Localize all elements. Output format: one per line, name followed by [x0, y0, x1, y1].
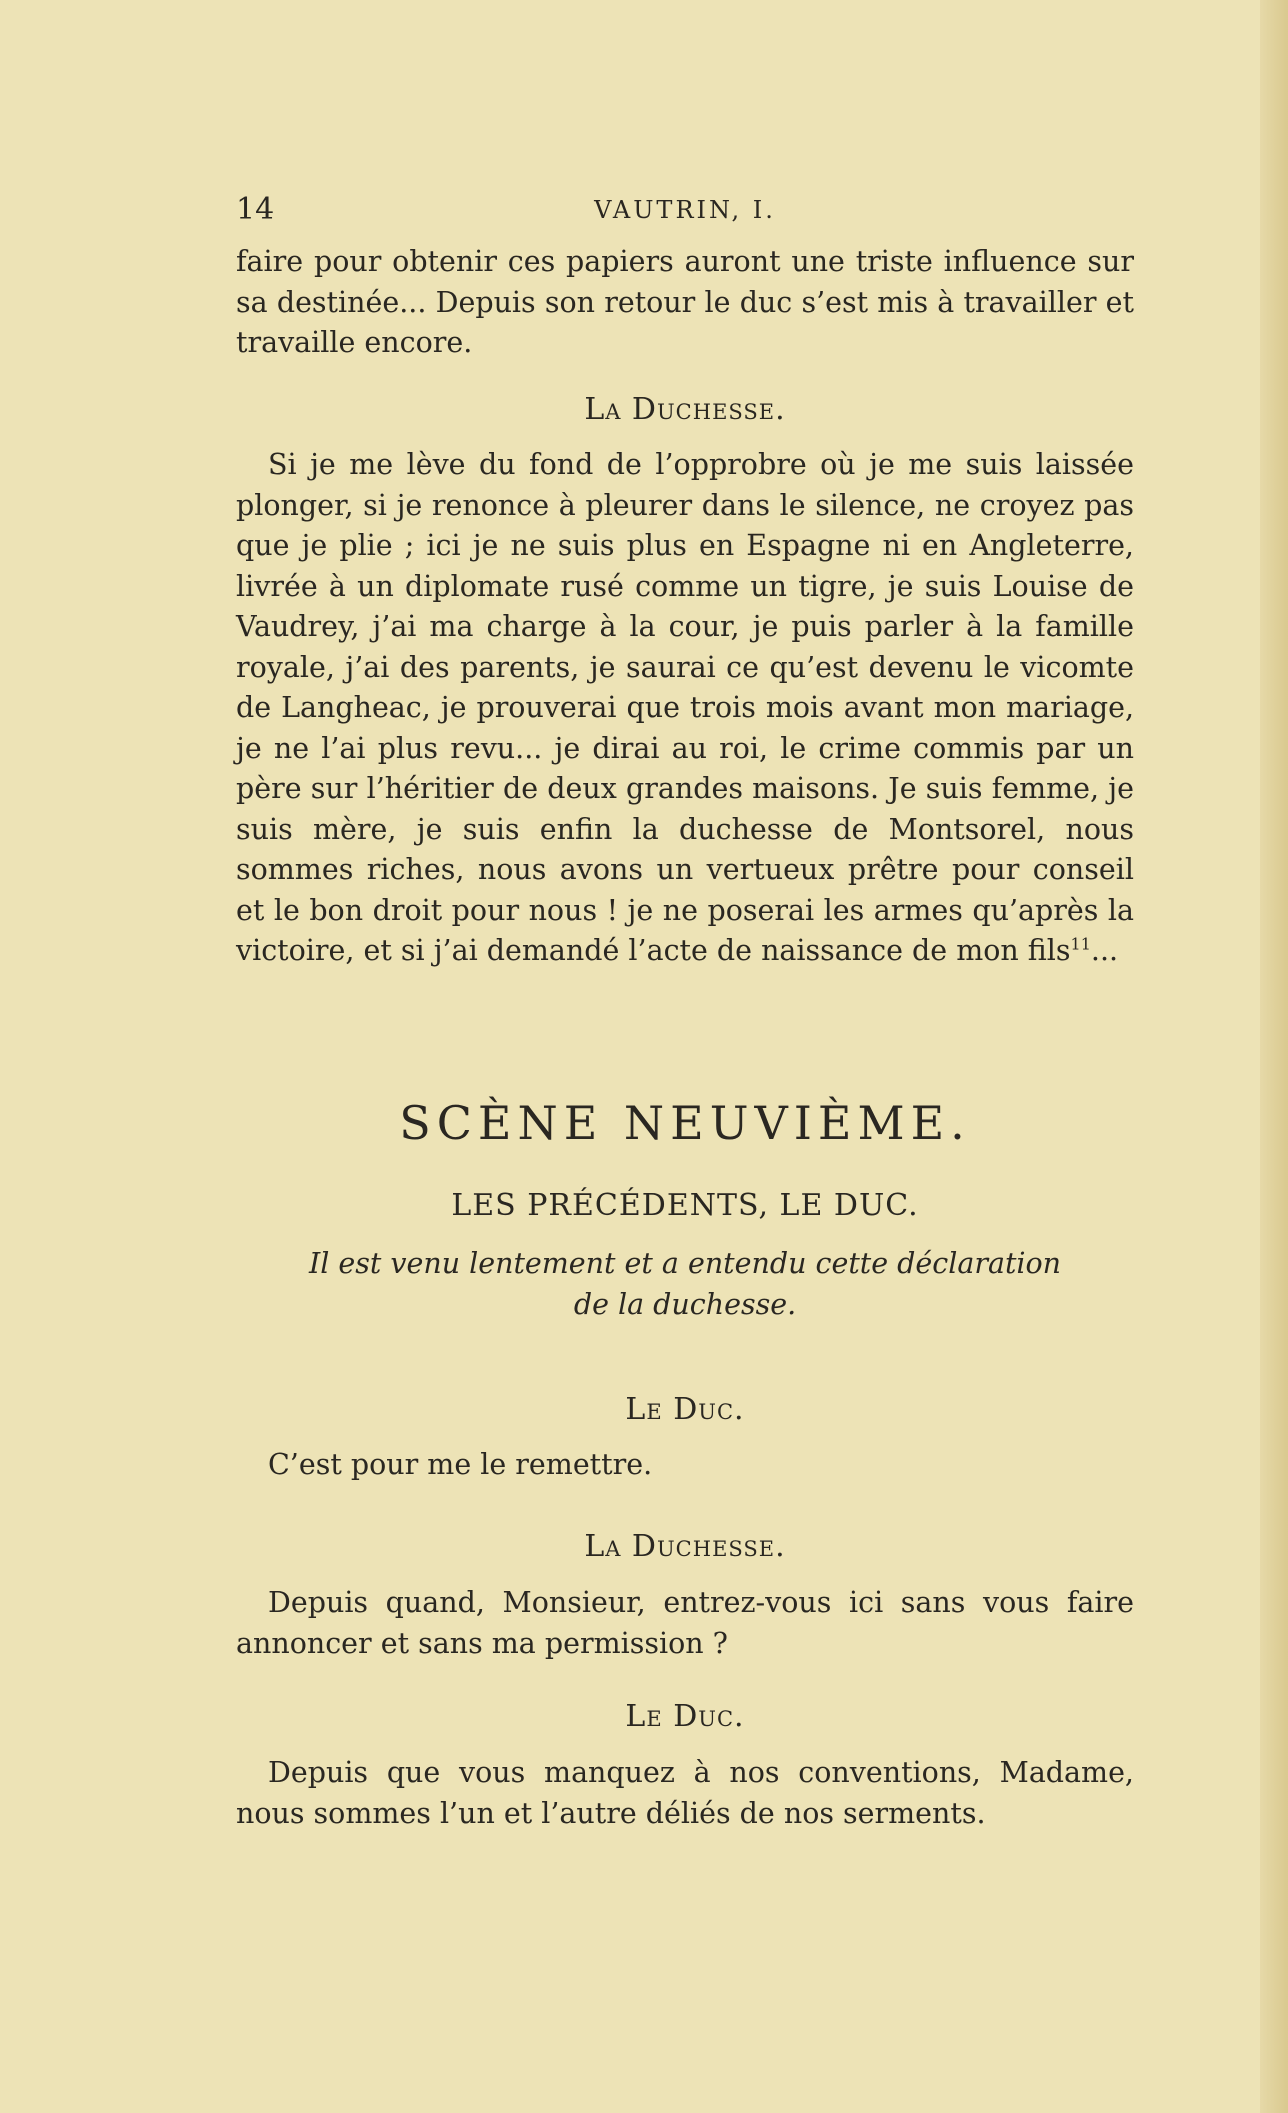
page-number: 14 [236, 192, 275, 227]
duchesse-speech-2: Depuis quand, Monsieur, entrez-vous ici sans vous faire annoncer et sans ma permission ? [236, 1586, 1134, 1660]
duc-speech-2: Depuis que vous manquez à nos conventions, Madame, nous sommes l’un et l’autre déliés de nos serments. [236, 1756, 1134, 1830]
speaker-le-duc-2: Le Duc. [625, 1699, 745, 1734]
speech-ellipsis: ... [1090, 934, 1119, 967]
duchesse-speech-text: Si je me lève du fond de l’opprobre où je me suis laissée plonger, si je renonce à pleurer dans le silence, ne croyez pas que je plie ; ici je ne suis plus en Espagne ni en Angleterre, livrée à un diplomate rusé comme un tigre, je suis Louise de Vaudrey, j’ai ma charge à la cour, je puis parler à la famille royale, j’ai des parents, je saurai ce qu’est devenu le vicomte de Langheac, je prouverai que trois mois avant mon mariage, je ne l’ai plus revu... je dirai au roi, le crime commis par un père sur l’héritier de deux grandes maisons. Je suis femme, je suis mère, je suis enfin la duchesse de Montsorel, nous sommes riches, nous avons un vertueux prêtre pour conseil et le bon droit pour nous ! je ne poserai les armes qu’après la victoire, et si j’ai demandé l’acte de naissance de mon fils [236, 448, 1134, 967]
scene-title: SCÈNE NEUVIÈME. [399, 1096, 971, 1150]
stage-direction-line-2: de la duchesse. [573, 1287, 797, 1321]
scene-characters: LES PRÉCÉDENTS, LE DUC. [451, 1188, 919, 1223]
continued-paragraph: faire pour obtenir ces papiers auront une triste influence sur sa destinée... Depuis son retour le duc s’est mis à travailler et travaille encore. [236, 245, 1134, 359]
duchesse-speech [236, 445, 1134, 972]
page-header [236, 192, 1134, 232]
running-title: VAUTRIN, I. [594, 196, 776, 224]
duc-speech-1: C’est pour me le remettre. [268, 1448, 653, 1481]
speaker-le-duc-1: Le Duc. [625, 1392, 745, 1427]
stage-direction [236, 1244, 1134, 1325]
footnote-reference: 11 [1070, 934, 1091, 954]
speaker-la-duchesse-1: La Duchesse. [584, 392, 786, 427]
stage-direction-line-1: Il est venu lentement et a entendu cette déclaration [308, 1247, 1062, 1280]
speaker-la-duchesse-2: La Duchesse. [584, 1529, 786, 1564]
